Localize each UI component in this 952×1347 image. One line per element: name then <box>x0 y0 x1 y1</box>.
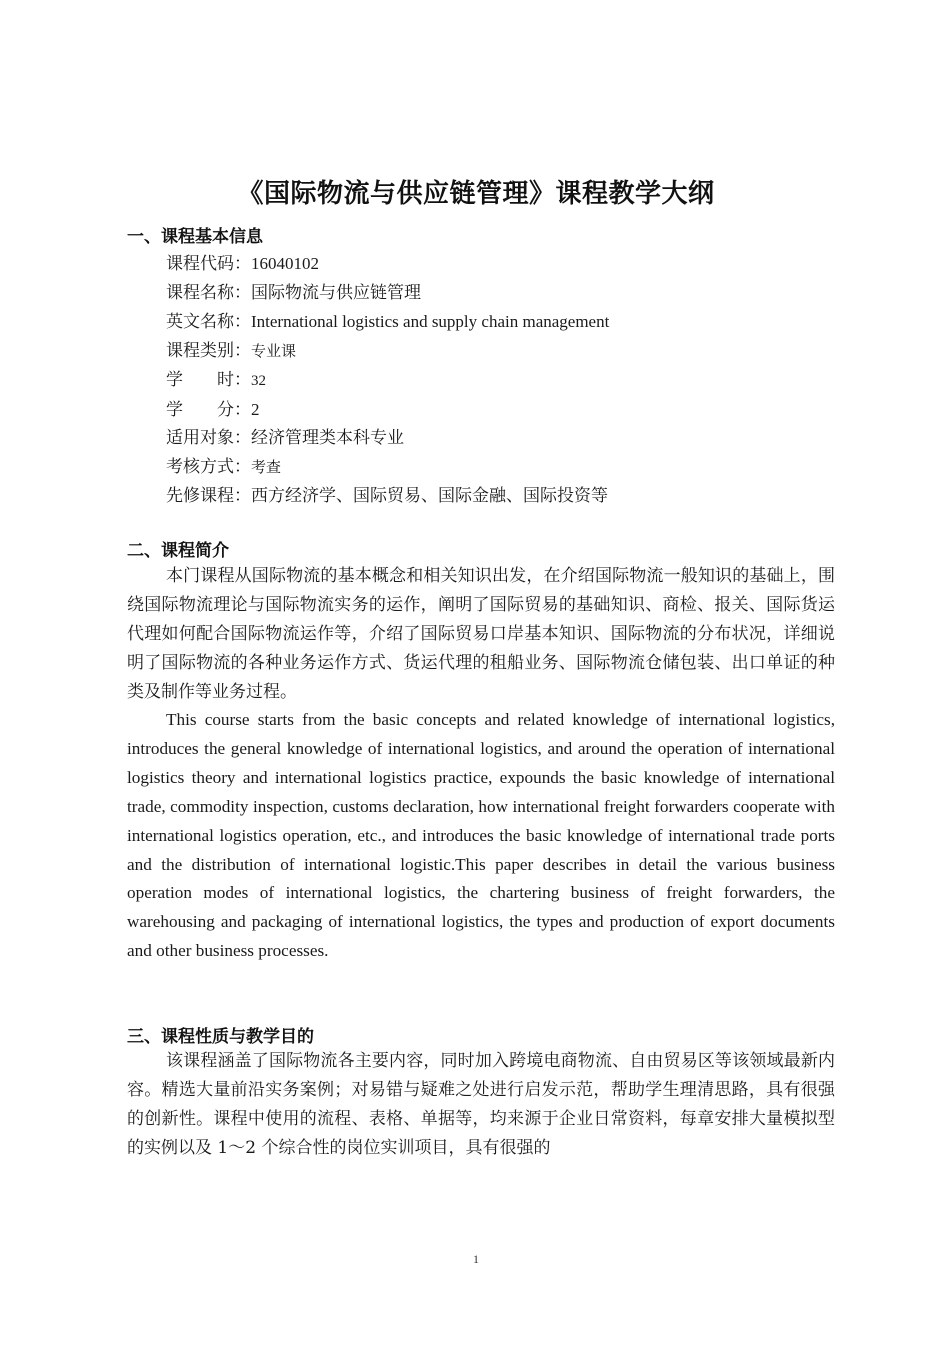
info-value: International logistics and supply chain management <box>251 311 610 331</box>
info-row-english-name <box>166 308 609 337</box>
info-value: 西方经济学、国际贸易、国际金融、国际投资等 <box>251 486 608 507</box>
info-value: 2 <box>251 399 260 419</box>
info-row-assessment <box>166 453 609 482</box>
info-label: 课程名称： <box>166 282 251 303</box>
info-label: 先修课程： <box>166 486 251 507</box>
info-label: 适用对象： <box>166 428 251 449</box>
course-info-list <box>166 250 609 511</box>
info-row-credits <box>166 396 609 425</box>
intro-paragraph-english: This course starts from the basic concepts and related knowledge of international logistics, introduces the general knowledge of international logistics, and around the operation of international logistics theory and international logistics practice, expounds the basic knowledge of international trade, commodity inspection, customs declaration, how international freight forwarders cooperate with international logistics operation, etc., and introduces the basic knowledge of international trade ports and the distribution of international logistic.This paper describes in detail the various business operation modes of international logistics, the chartering business of freight forwarders, the warehousing and packaging of international logistics, the types and production of export documents and other business processes. <box>127 710 835 961</box>
info-label: 英文名称： <box>166 311 251 332</box>
info-row-category <box>166 337 609 366</box>
section-heading-nature-objectives: 三、课程性质与教学目的 <box>127 1027 314 1047</box>
page-number: 1 <box>473 1252 479 1266</box>
info-value: 经济管理类本科专业 <box>251 428 404 449</box>
info-row-name <box>166 279 609 308</box>
info-value: 考查 <box>251 458 282 477</box>
info-value: 国际物流与供应链管理 <box>251 282 421 303</box>
info-value: 16040102 <box>251 254 319 273</box>
nature-paragraph-chinese: 该课程涵盖了国际物流各主要内容，同时加入跨境电商物流、自由贸易区等该领域最新内容。精选大量前沿实务案例；对易错与疑难之处进行启发示范，帮助学生理清思路，具有很强的创新性。课程中使用的流程、表格、单据等，均来源于企业日常资料，每章安排大量模拟型的实例以及 1～2 个综合性的岗位实训项目，具有很强的 <box>127 1051 835 1158</box>
info-label: 学 时： <box>166 369 251 390</box>
info-row-prerequisites <box>166 482 609 511</box>
info-row-code <box>166 250 609 279</box>
info-label: 课程代码： <box>166 254 251 274</box>
info-label: 考核方式： <box>166 457 251 478</box>
intro-paragraph-chinese: 本门课程从国际物流的基本概念和相关知识出发，在介绍国际物流一般知识的基础上，围绕国际物流理论与国际物流实务的运作，阐明了国际贸易的基础知识、商检、报关、国际货运代理如何配合国际物流运作等，介绍了国际贸易口岸基本知识、国际物流的分布状况，详细说明了国际物流的各种业务运作方式、货运代理的租船业务、国际物流仓储包装、出口单证的种类及制作等业务过程。 <box>127 566 835 702</box>
document-title: 《国际物流与供应链管理》课程教学大纲 <box>237 179 715 209</box>
info-value: 专业课 <box>251 341 297 360</box>
info-row-audience <box>166 424 609 453</box>
section-heading-basic-info: 一、课程基本信息 <box>127 227 263 247</box>
info-label: 课程类别： <box>166 340 251 361</box>
section-heading-introduction: 二、课程简介 <box>127 541 229 561</box>
info-label: 学 分： <box>166 399 251 420</box>
info-row-hours <box>166 366 609 396</box>
info-value: 32 <box>251 372 266 389</box>
